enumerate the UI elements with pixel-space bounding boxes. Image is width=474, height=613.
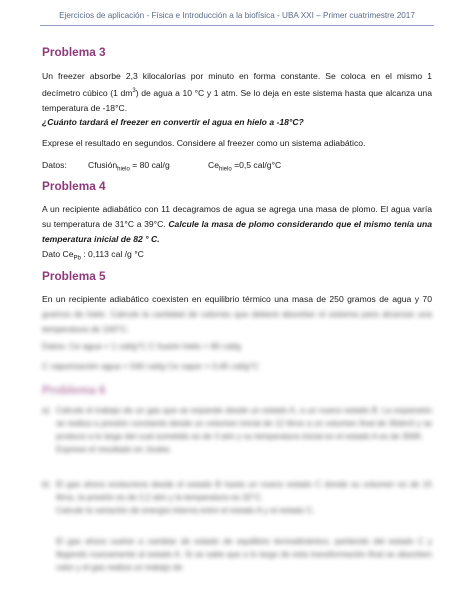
problem-5-data-2: C vaporización agua = 540 cal/g Ce vapor = 0,45 cal/g°C bbox=[42, 361, 259, 371]
problem-3-question: ¿Cuánto tardará el freezer en convertir el agua en hielo a -18°C? bbox=[42, 117, 304, 127]
problem-5-statement-blurred: gramos de hielo. Calcule la cantidad de calorías que deberá absorber el sistema para alcanzar una temperatura de 100°C. bbox=[42, 309, 432, 334]
problem-5-data-1: Datos: Ce agua = 1 cal/g°C C fusión hielo = 80 cal/g bbox=[42, 341, 241, 351]
header-divider bbox=[40, 25, 434, 26]
problem-4-title: Problema 4 bbox=[42, 179, 106, 193]
problem-6-title: Problema 6 bbox=[42, 383, 106, 397]
problem-3-statement: Un freezer absorbe 2,3 kilocalorías por minuto en forma constante. Se coloca en el mismo 1 decímetro cúbico (1 $dm^3$) de agua a 10 °C y 1 atm. Se lo deja en este sistema hasta que alcanza una temperatura de -18°C. bbox=[42, 71, 432, 113]
problem-6-item-c: El gas ahora vuelve a cambiar de estado de equilibrio termodinámico, partiendo del estado C y llegando nuevamente al estado A. Si se sabe que a lo largo de esta transformación final se absorben calor y el gas realiza un trabajo de bbox=[56, 536, 432, 572]
problem-4-data: Dato $Ce_{Pb}$ : 0,113 cal /g °C bbox=[42, 249, 144, 262]
data-label: Datos: bbox=[42, 160, 67, 170]
page-header: Ejercicios de aplicación - Física e Introducción a la biofísica - UBA XXI – Primer cuatrimestre 2017 bbox=[59, 11, 415, 20]
problem-5-statement: En un recipiente adiabático coexisten en equilibrio térmico una masa de 250 gramos de agua y 70 bbox=[42, 294, 432, 304]
problem-4-statement: A un recipiente adiabático con 11 decagramos de agua se agrega una masa de plomo. El agua varía su temperatura de 31°C a 39°C. Calcule la masa de plomo considerando que el mismo tenía una temperatura inicial de 82 ° C. bbox=[42, 204, 432, 244]
problem-3-instruction: Exprese el resultado en segundos. Considere al freezer como un sistema adiabático. bbox=[42, 138, 366, 148]
problem-5-title: Problema 5 bbox=[42, 269, 106, 283]
problem-3-data bbox=[42, 160, 282, 173]
problem-6-item-b: b) El gas ahora evoluciona desde el estado B hasta un nuevo estado C donde su volumen es de 15 litros, la presión es de 2,2 atm y la temperatura es 32°C. Calcule la variación de energía interna entre el estado A y el estado C. bbox=[42, 479, 432, 515]
specific-heat-ice-value: $Ce_{hielo} =0,5$ cal/g°C bbox=[208, 160, 282, 173]
problem-3-title: Problema 3 bbox=[42, 45, 106, 59]
problem-6-item-a: a) Calcule el trabajo de un gas que se expande desde un estado A, a un nuevo estado B. La expansión se realiza a presión constante desde un volumen inicial de 12 litros a un volumen final de 30dm3 y se produce a lo largo del cual sometido es de 3 atm y su temperatura inicial en el estado A es de 300K. Exprese el resultado en Joules. bbox=[42, 405, 432, 454]
fusion-heat-value: Cfusión$_{hielo}$ = 80 cal/g bbox=[88, 160, 170, 173]
